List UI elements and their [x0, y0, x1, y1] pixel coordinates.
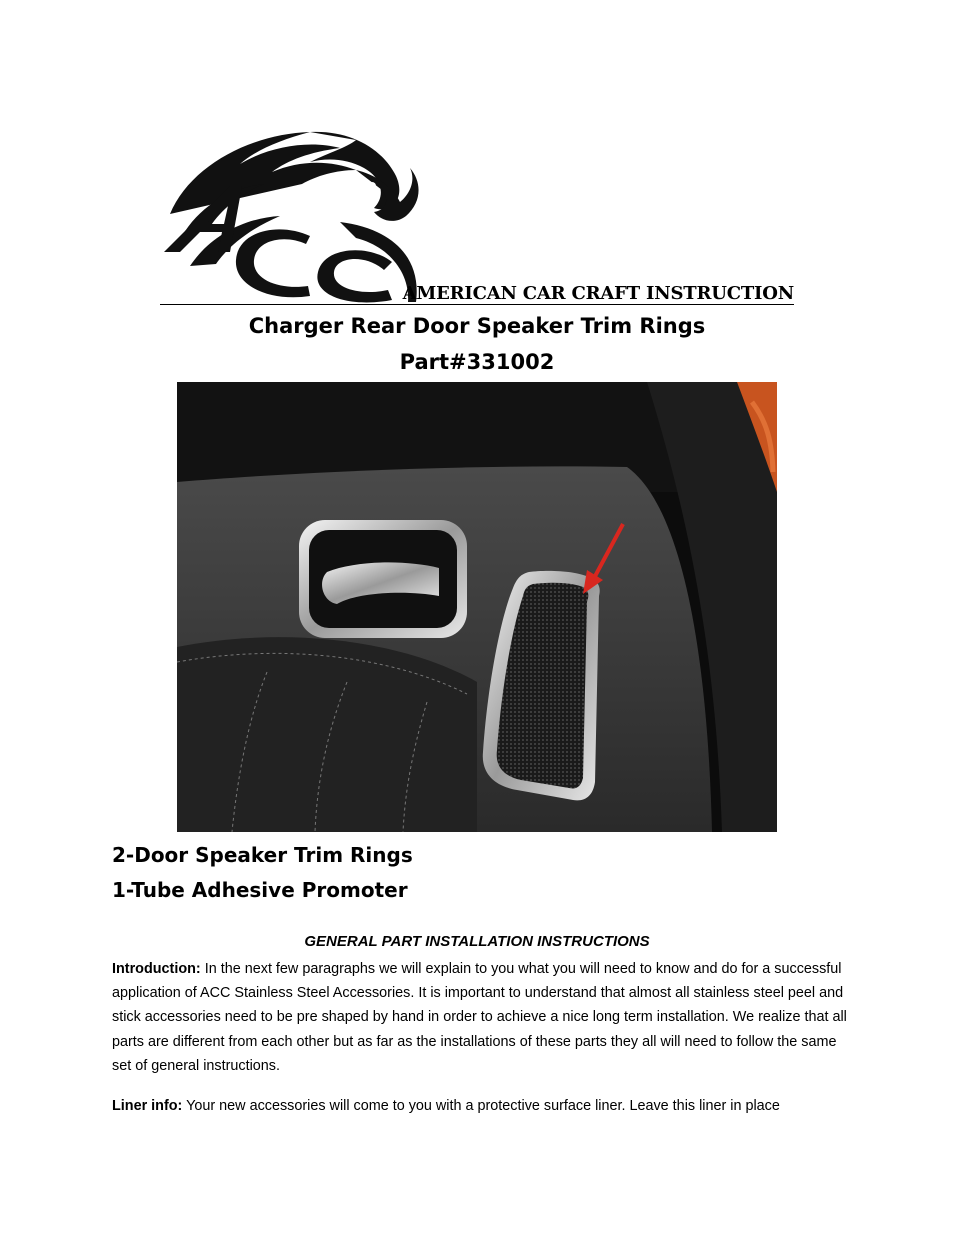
introduction-text: In the next few paragraphs we will explain to you what you will need to know and do for a successful application of ACC Stainless Steel Accessories. It is important to understand that almost all stainless steel peel and stick accessories need to be pre shaped by hand in order to achieve a nice long term installation. We realize that all parts are different from each other but as far as the installations of these parts they all will need to follow the same set of general instructions.	[112, 961, 847, 1074]
introduction-label: Introduction:	[112, 961, 201, 977]
contents-item: 1-Tube Adhesive Promoter	[112, 878, 408, 902]
introduction-paragraph	[112, 957, 847, 1078]
acc-eagle-logo	[160, 126, 422, 304]
product-title: Charger Rear Door Speaker Trim Rings	[248, 314, 706, 338]
liner-info-label: Liner info:	[112, 1098, 183, 1114]
liner-info-text: Your new accessories will come to you with a protective surface liner. Leave this liner in place	[182, 1098, 780, 1114]
header	[160, 126, 794, 305]
liner-info-paragraph	[112, 1094, 847, 1118]
brand-title: AMERICAN CAR CRAFT INSTRUCTION	[402, 283, 794, 304]
product-photo	[177, 382, 777, 832]
contents-item: 2-Door Speaker Trim Rings	[112, 843, 413, 867]
package-contents	[112, 838, 413, 908]
instructions-heading: GENERAL PART INSTALLATION INSTRUCTIONS	[304, 933, 650, 950]
part-number: Part#331002	[399, 350, 555, 374]
header-rule	[160, 304, 794, 305]
